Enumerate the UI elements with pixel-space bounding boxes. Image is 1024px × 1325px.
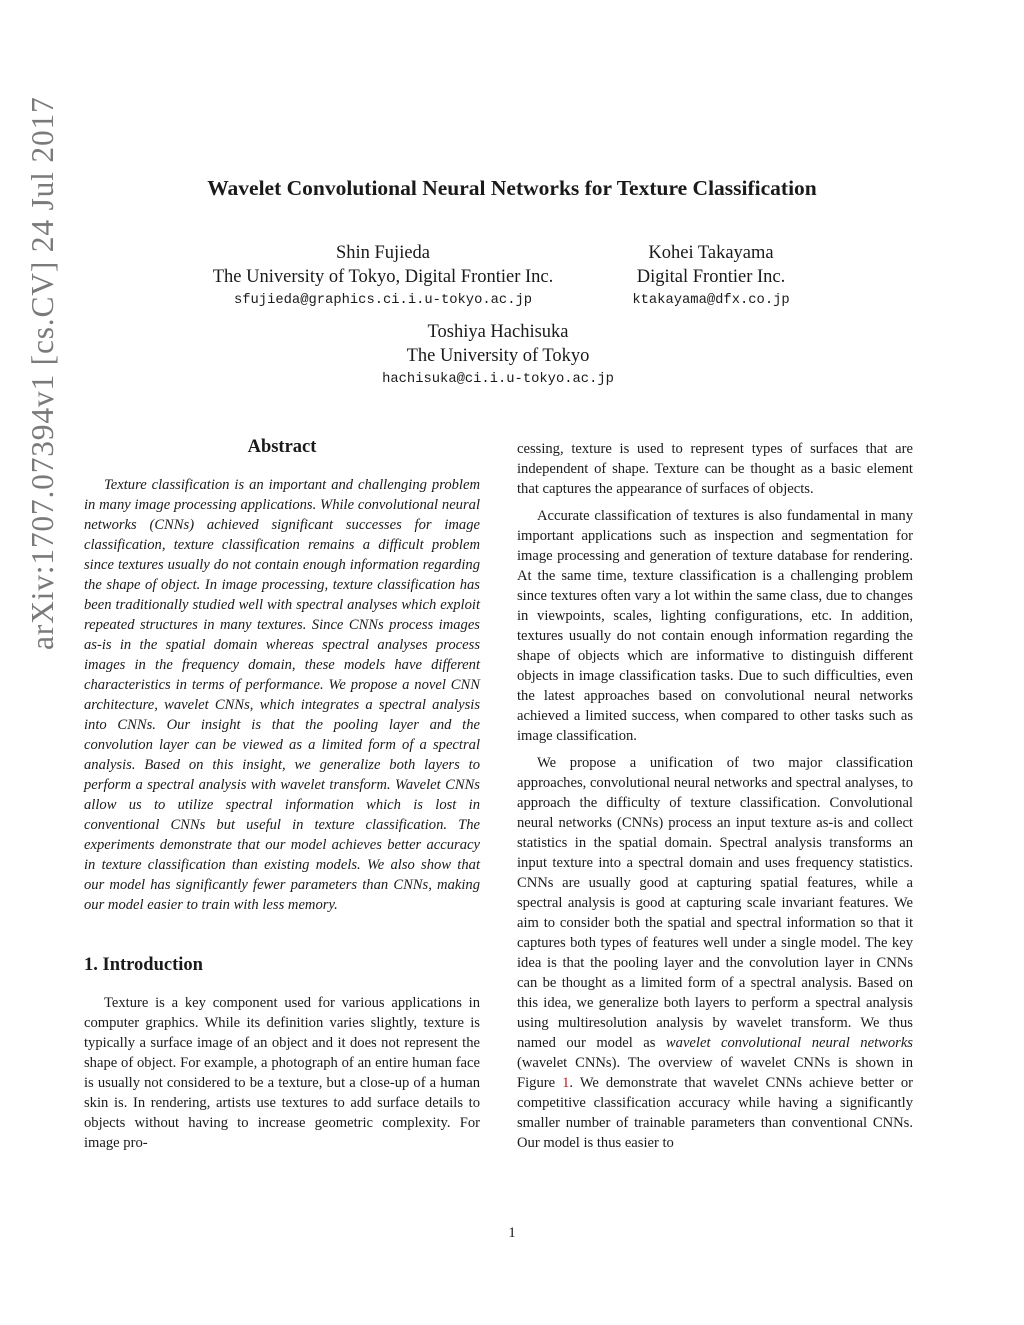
introduction-heading: 1. Introduction	[84, 955, 203, 975]
author-name: Kohei Takayama	[648, 243, 774, 263]
author-name: Toshiya Hachisuka	[427, 322, 569, 342]
intro-paragraph-3	[517, 753, 913, 1153]
arxiv-identifier: arXiv:1707.07394v1 [cs.CV] 24 Jul 2017	[25, 96, 60, 650]
author-block	[188, 241, 578, 312]
author-email[interactable]: hachisuka@ci.i.u-tokyo.ac.jp	[382, 372, 614, 387]
intro-paragraph-3-text: . We demonstrate that wavelet CNNs achieve better or competitive classification accuracy while having a significantly smaller number of trainable parameters than conventional CNNs. Our model is thus easier to	[517, 1075, 913, 1151]
intro-paragraph-1: Texture is a key component used for various applications in computer graphics. While its definition varies slightly, texture is typically a surface image of an object and it does not represent the shape of object. For example, a photograph of an entire human face is usually not considered to be a texture, but a close-up of a human skin is. In rendering, artists use textures to add surface details to objects without having to increase geometric complexity. For image pro-	[84, 995, 480, 1151]
intro-paragraph-1-continued: cessing, texture is used to represent types of surfaces that are independent of shape. Texture can be thought as a basic element that captures the appearance of surfaces of objects.	[517, 441, 913, 497]
page-number: 1	[508, 1225, 516, 1241]
right-column	[517, 439, 913, 1160]
intro-paragraph-3-text: (wavelet CNNs). The overview of wavelet CNNs is shown in Figure	[517, 1055, 913, 1091]
abstract-heading: Abstract	[247, 437, 317, 457]
author-email[interactable]: sfujieda@graphics.ci.i.u-tokyo.ac.jp	[233, 293, 533, 308]
intro-paragraph-3-text: We propose a unification of two major classification approaches, convolutional neural networks and spectral analyses, to approach the difficulty of texture classification. Convolutional neural networks (CNNs) process an input texture as-is and collect statistics in the spatial domain. Spectral analysis transforms an input texture into a spectral domain and uses frequency statistics. CNNs are usually good at capturing spatial features, while a spectral analysis is good at capturing scale invariant features. We aim to consider both the spatial and spectral information so that it captures both types of features well under a single model. The key idea is that the pooling layer and the convolution layer in CNNs can be thought as a limited form of a spectral analysis. Based on this idea, we generalize both layers to perform a spectral analysis using multiresolution analysis by wavelet transform. We thus named our model as	[517, 755, 913, 1051]
author-name: Shin Fujieda	[335, 243, 431, 263]
paper-title: Wavelet Convolutional Neural Networks for Texture Classification	[207, 176, 817, 200]
author-block	[338, 320, 658, 391]
author-affiliation: The University of Tokyo	[406, 346, 590, 366]
left-column	[84, 433, 480, 1160]
model-name-emphasis: wavelet convolutional neural networks	[665, 1035, 913, 1051]
author-email[interactable]: ktakayama@dfx.co.jp	[632, 293, 790, 308]
intro-paragraph-2: Accurate classification of textures is also fundamental in many important applications such as inspection and segmentation for image processing and generation of texture database for rendering. At the same time, texture classification is a challenging problem since textures often vary a lot within the same class, due to changes in viewpoints, scales, lighting configurations, etc. In addition, textures usually do not contain enough information regarding the shape of objects which are informative to distinguish different objects in image classification tasks. Due to such difficulties, even the latest approaches based on convolutional neural networks achieved a limited success, when compared to other tasks such as image classification.	[517, 508, 913, 744]
author-affiliation: The University of Tokyo, Digital Frontier Inc.	[212, 267, 554, 287]
author-affiliation: Digital Frontier Inc.	[636, 267, 786, 287]
author-block	[608, 241, 814, 312]
figure-reference-link[interactable]: 1	[562, 1075, 570, 1091]
abstract-text: Texture classification is an important and challenging problem in many image processing applications. While convolutional neural networks (CNNs) achieved significant successes for image classification, texture classification remains a difficult problem since textures usually do not contain enough information regarding the shape of object. In image processing, texture classification has been traditionally studied well with spectral analyses which exploit repeated structures in many textures. Since CNNs process images as-is in the spatial domain whereas spectral analyses process images in the frequency domain, these models have different characteristics in terms of performance. We propose a novel CNN architecture, wavelet CNNs, which integrates a spectral analysis into CNNs. Our insight is that the pooling layer and the convolution layer can be viewed as a limited form of a spectral analysis. Based on this insight, we generalize both layers to perform a spectral analysis with wavelet transform. Wavelet CNNs allow us to utilize spectral information which is lost in conventional CNNs but useful in texture classification. The experiments demonstrate that our model achieves better accuracy in texture classification than existing models. We also show that our model has significantly fewer parameters than CNNs, making our model easier to train with less memory.	[84, 477, 480, 913]
